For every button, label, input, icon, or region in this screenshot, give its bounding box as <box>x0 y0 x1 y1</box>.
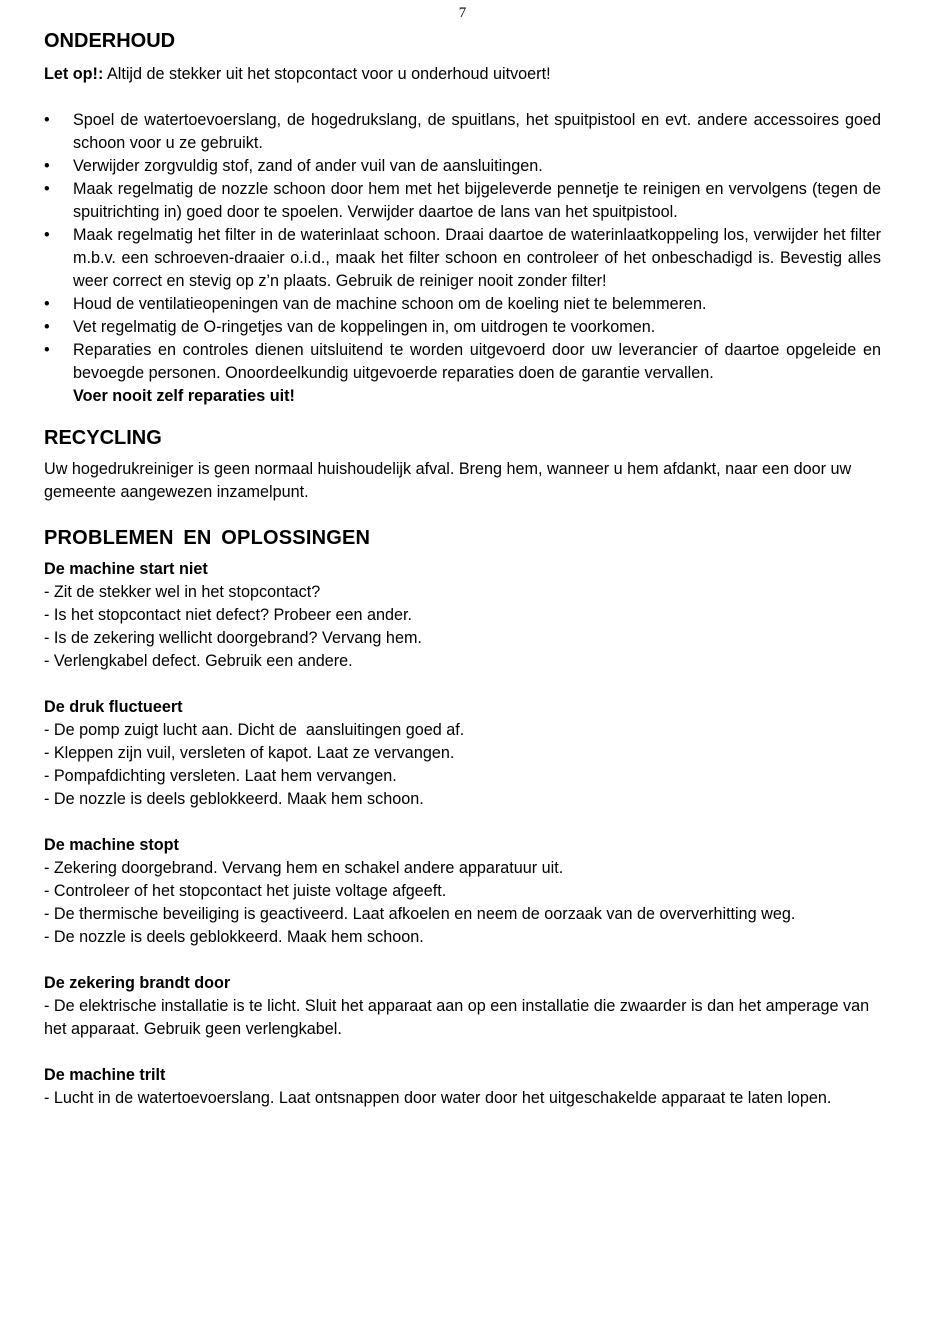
list-item: • Maak regelmatig het filter in de waterinlaat schoon. Draai daartoe de waterinlaatkoppeling los, verwijder het filter m.b.v. een schroeven-draaier o.i.d., maak het filter schoon en controleer of het onbeschadigd is. Bevestig alles weer correct en stevig op z’n plaats. Gebruik de reiniger nooit zonder filter! <box>44 226 881 290</box>
maintenance-heading: ONDERHOUD <box>44 30 176 52</box>
problem-line: - Lucht in de watertoevoerslang. Laat ontsnappen door water door het uitgeschakelde apparaat te laten lopen. <box>44 1089 832 1107</box>
problem-title: De machine start niet <box>44 560 208 578</box>
problem-line: - Is de zekering wellicht doorgebrand? Vervang hem. <box>44 629 422 647</box>
problem-section <box>44 972 881 1041</box>
problem-section <box>44 1064 881 1110</box>
list-item: • Reparaties en controles dienen uitsluitend te worden uitgevoerd door uw leverancier of daartoe opgeleide en bevoegde personen. Onoordeelkundig uitgevoerde reparaties doen de garantie vervallen. Voer nooit zelf reparaties uit! <box>44 339 881 408</box>
problem-section <box>44 696 881 811</box>
problem-line: - Controleer of het stopcontact het juiste voltage afgeeft. <box>44 882 447 900</box>
recycling-heading: RECYCLING <box>44 427 162 449</box>
list-item: • Houd de ventilatieopeningen van de machine schoon om de koeling niet te belemmeren. <box>44 293 881 316</box>
maintenance-warning <box>44 63 881 86</box>
list-item: • Spoel de watertoevoerslang, de hogedrukslang, de spuitlans, het spuitpistool en evt. andere accessoires goed schoon voor u ze gebruikt. <box>44 111 881 152</box>
problem-section <box>44 834 881 949</box>
problem-line: - Verlengkabel defect. Gebruik een andere. <box>44 652 353 670</box>
problem-title: De zekering brandt door <box>44 974 231 992</box>
warning-text: Altijd de stekker uit het stopcontact voor u onderhoud uitvoert! <box>103 65 551 83</box>
problem-line: - De nozzle is deels geblokkeerd. Maak hem schoon. <box>44 928 424 946</box>
problems-heading: PROBLEMEN EN OPLOSSINGEN <box>44 527 371 549</box>
problem-line: - Kleppen zijn vuil, versleten of kapot. Laat ze vervangen. <box>44 744 455 762</box>
bullet-icon: • <box>44 318 50 336</box>
problem-title: De druk fluctueert <box>44 698 183 716</box>
problem-title: De machine trilt <box>44 1066 166 1084</box>
problem-line: - Zekering doorgebrand. Vervang hem en schakel andere apparatuur uit. <box>44 859 564 877</box>
problem-line: - De thermische beveiliging is geactiveerd. Laat afkoelen en neem de oorzaak van de oververhitting weg. <box>44 905 796 923</box>
warning-label: Let op!: <box>44 65 104 83</box>
problem-line: - De elektrische installatie is te licht. Sluit het apparaat aan op een installatie die zwaarder is dan het amperage van het apparaat. Gebruik geen verlengkabel. <box>44 997 870 1038</box>
final-warning: Voer nooit zelf reparaties uit! <box>73 387 295 405</box>
list-item: • Vet regelmatig de O-ringetjes van de koppelingen in, om uitdrogen te voorkomen. <box>44 316 881 339</box>
bullet-icon: • <box>44 226 50 244</box>
bullet-icon: • <box>44 157 50 175</box>
bullet-icon: • <box>44 180 50 198</box>
problem-line: - De nozzle is deels geblokkeerd. Maak hem schoon. <box>44 790 424 808</box>
problem-section <box>44 558 881 673</box>
problem-line: - De pomp zuigt lucht aan. Dicht de aansluitingen goed af. <box>44 721 465 739</box>
maintenance-list <box>44 109 881 408</box>
page-number: 7 <box>458 5 467 21</box>
bullet-icon: • <box>44 295 50 313</box>
bullet-icon: • <box>44 111 50 129</box>
list-item: • Verwijder zorgvuldig stof, zand of ander vuil van de aansluitingen. <box>44 155 881 178</box>
recycling-text: Uw hogedrukreiniger is geen normaal huishoudelijk afval. Breng hem, wanneer u hem afdankt, naar een door uw gemeente aangewezen inzamelpunt. <box>44 460 852 501</box>
bullet-icon: • <box>44 341 50 359</box>
problem-line: - Is het stopcontact niet defect? Probeer een ander. <box>44 606 413 624</box>
document-body <box>44 27 881 1110</box>
problem-line: - Pompafdichting versleten. Laat hem vervangen. <box>44 767 397 785</box>
problem-line: - Zit de stekker wel in het stopcontact? <box>44 583 321 601</box>
list-item: • Maak regelmatig de nozzle schoon door hem met het bijgeleverde pennetje te reinigen en vervolgens (tegen de spuitrichting in) goed door te spoelen. Verwijder daartoe de lans van het spuitpistool. <box>44 180 881 221</box>
problem-title: De machine stopt <box>44 836 179 854</box>
